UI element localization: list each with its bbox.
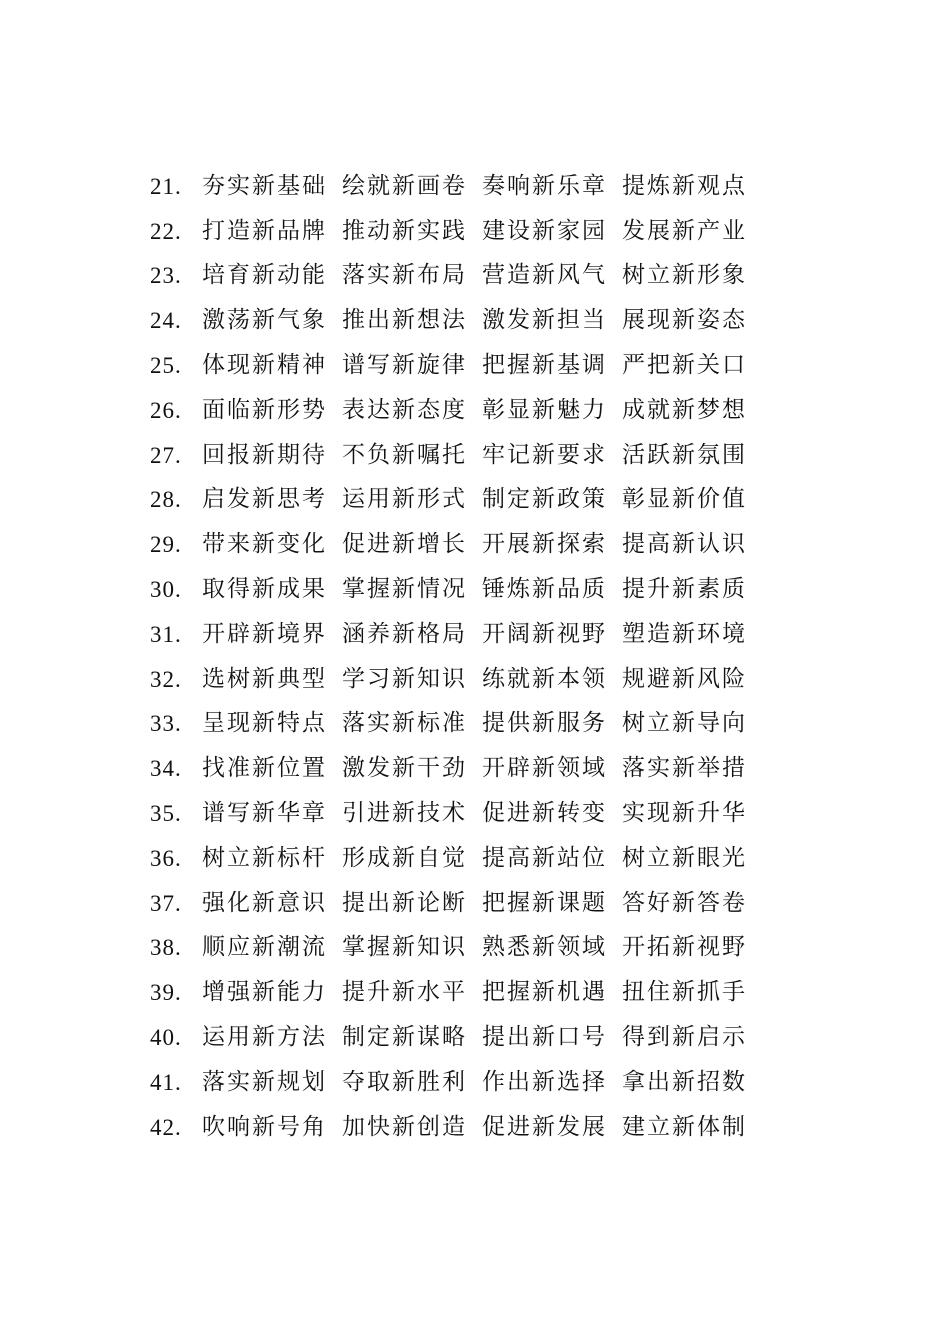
phrase-text: 选树新典型: [202, 665, 327, 692]
phrase-text: 答好新答卷: [622, 889, 747, 916]
phrase-text: 开辟新领域: [482, 755, 607, 782]
phrase-text: 作出新选择: [482, 1068, 607, 1095]
item-number: 30.: [150, 577, 182, 603]
phrase-text: 开展新探索: [482, 531, 607, 558]
list-item: [150, 791, 790, 836]
phrase-text: 建设新家园: [482, 217, 607, 244]
item-number: 31.: [150, 621, 182, 647]
phrase-text: 落实新举措: [622, 755, 747, 782]
phrase-text: 开拓新视野: [622, 934, 747, 961]
list-item: [150, 254, 790, 299]
list-item: [150, 522, 790, 567]
phrase-text: 掌握新知识: [342, 934, 467, 961]
phrase-text: 建立新体制: [622, 1113, 747, 1140]
phrase-text: 提高新站位: [482, 844, 607, 871]
phrase-text: 掌握新情况: [342, 576, 467, 603]
item-number: 41.: [150, 1069, 182, 1095]
item-number: 42.: [150, 1114, 182, 1140]
item-number: 23.: [150, 263, 182, 289]
phrase-text: 成就新梦想: [622, 396, 747, 423]
phrase-text: 提供新服务: [482, 710, 607, 737]
phrase-text: 提升新素质: [622, 576, 747, 603]
item-number: 33.: [150, 711, 182, 737]
item-number: 26.: [150, 397, 182, 423]
list-item: [150, 612, 790, 657]
phrase-text: 促进新转变: [482, 800, 607, 827]
list-item: [150, 1105, 790, 1150]
phrase-text: 树立新标杆: [202, 844, 327, 871]
item-number: 27.: [150, 442, 182, 468]
phrase-text: 把握新机遇: [482, 979, 607, 1006]
phrase-text: 运用新方法: [202, 1024, 327, 1051]
list-item: [150, 836, 790, 881]
item-number: 22.: [150, 218, 182, 244]
phrase-text: 推出新想法: [342, 307, 467, 334]
phrase-list: [150, 164, 790, 1150]
phrase-text: 奏响新乐章: [482, 172, 607, 199]
phrase-text: 形成新自觉: [342, 844, 467, 871]
phrase-text: 谱写新旋律: [342, 352, 467, 379]
phrase-text: 把握新课题: [482, 889, 607, 916]
item-number: 39.: [150, 980, 182, 1006]
item-number: 40.: [150, 1025, 182, 1051]
phrase-text: 营造新风气: [482, 262, 607, 289]
phrase-text: 夯实新基础: [202, 172, 327, 199]
phrase-text: 牢记新要求: [482, 441, 607, 468]
list-item: [150, 881, 790, 926]
phrase-text: 提高新认识: [622, 531, 747, 558]
list-item: [150, 746, 790, 791]
list-item: [150, 926, 790, 971]
phrase-text: 彰显新价值: [622, 486, 747, 513]
phrase-text: 得到新启示: [622, 1024, 747, 1051]
phrase-text: 实现新升华: [622, 800, 747, 827]
phrase-text: 表达新态度: [342, 396, 467, 423]
phrase-text: 呈现新特点: [202, 710, 327, 737]
phrase-text: 谱写新华章: [202, 800, 327, 827]
list-item: [150, 388, 790, 433]
phrase-text: 制定新政策: [482, 486, 607, 513]
list-item: [150, 702, 790, 747]
phrase-text: 树立新眼光: [622, 844, 747, 871]
item-number: 34.: [150, 756, 182, 782]
item-number: 25.: [150, 353, 182, 379]
phrase-text: 锤炼新品质: [482, 576, 607, 603]
phrase-text: 促进新增长: [342, 531, 467, 558]
list-item: [150, 1060, 790, 1105]
phrase-text: 引进新技术: [342, 800, 467, 827]
phrase-text: 落实新布局: [342, 262, 467, 289]
item-number: 36.: [150, 845, 182, 871]
phrase-text: 练就新本领: [482, 665, 607, 692]
phrase-text: 树立新导向: [622, 710, 747, 737]
phrase-text: 培育新动能: [202, 262, 327, 289]
phrase-text: 回报新期待: [202, 441, 327, 468]
phrase-text: 展现新姿态: [622, 307, 747, 334]
phrase-text: 强化新意识: [202, 889, 327, 916]
item-number: 21.: [150, 173, 182, 199]
phrase-text: 找准新位置: [202, 755, 327, 782]
phrase-text: 启发新思考: [202, 486, 327, 513]
phrase-text: 促进新发展: [482, 1113, 607, 1140]
list-item: [150, 567, 790, 612]
phrase-text: 顺应新潮流: [202, 934, 327, 961]
phrase-text: 不负新嘱托: [342, 441, 467, 468]
phrase-text: 带来新变化: [202, 531, 327, 558]
phrase-text: 扭住新抓手: [622, 979, 747, 1006]
item-number: 32.: [150, 666, 182, 692]
item-number: 28.: [150, 487, 182, 513]
phrase-text: 推动新实践: [342, 217, 467, 244]
phrase-text: 提炼新观点: [622, 172, 747, 199]
phrase-text: 学习新知识: [342, 665, 467, 692]
list-item: [150, 970, 790, 1015]
phrase-text: 涵养新格局: [342, 620, 467, 647]
list-item: [150, 164, 790, 209]
phrase-text: 开阔新视野: [482, 620, 607, 647]
phrase-text: 拿出新招数: [622, 1068, 747, 1095]
phrase-text: 把握新基调: [482, 352, 607, 379]
item-number: 35.: [150, 801, 182, 827]
phrase-text: 激发新担当: [482, 307, 607, 334]
item-number: 24.: [150, 308, 182, 334]
list-item: [150, 209, 790, 254]
phrase-text: 提出新口号: [482, 1024, 607, 1051]
phrase-text: 发展新产业: [622, 217, 747, 244]
phrase-text: 加快新创造: [342, 1113, 467, 1140]
list-item: [150, 298, 790, 343]
phrase-text: 塑造新环境: [622, 620, 747, 647]
phrase-text: 落实新标准: [342, 710, 467, 737]
phrase-text: 规避新风险: [622, 665, 747, 692]
phrase-text: 激发新干劲: [342, 755, 467, 782]
phrase-text: 吹响新号角: [202, 1113, 327, 1140]
phrase-text: 运用新形式: [342, 486, 467, 513]
phrase-text: 面临新形势: [202, 396, 327, 423]
phrase-text: 打造新品牌: [202, 217, 327, 244]
phrase-text: 严把新关口: [622, 352, 747, 379]
phrase-text: 提升新水平: [342, 979, 467, 1006]
phrase-text: 熟悉新领域: [482, 934, 607, 961]
phrase-text: 夺取新胜利: [342, 1068, 467, 1095]
item-number: 37.: [150, 890, 182, 916]
item-number: 29.: [150, 532, 182, 558]
item-number: 38.: [150, 935, 182, 961]
phrase-text: 树立新形象: [622, 262, 747, 289]
phrase-text: 取得新成果: [202, 576, 327, 603]
phrase-text: 制定新谋略: [342, 1024, 467, 1051]
phrase-text: 落实新规划: [202, 1068, 327, 1095]
phrase-text: 激荡新气象: [202, 307, 327, 334]
phrase-text: 绘就新画卷: [342, 172, 467, 199]
phrase-text: 活跃新氛围: [622, 441, 747, 468]
list-item: [150, 478, 790, 523]
list-item: [150, 657, 790, 702]
list-item: [150, 433, 790, 478]
phrase-text: 增强新能力: [202, 979, 327, 1006]
phrase-text: 提出新论断: [342, 889, 467, 916]
list-item: [150, 343, 790, 388]
phrase-text: 彰显新魅力: [482, 396, 607, 423]
phrase-text: 开辟新境界: [202, 620, 327, 647]
list-item: [150, 1015, 790, 1060]
phrase-text: 体现新精神: [202, 352, 327, 379]
